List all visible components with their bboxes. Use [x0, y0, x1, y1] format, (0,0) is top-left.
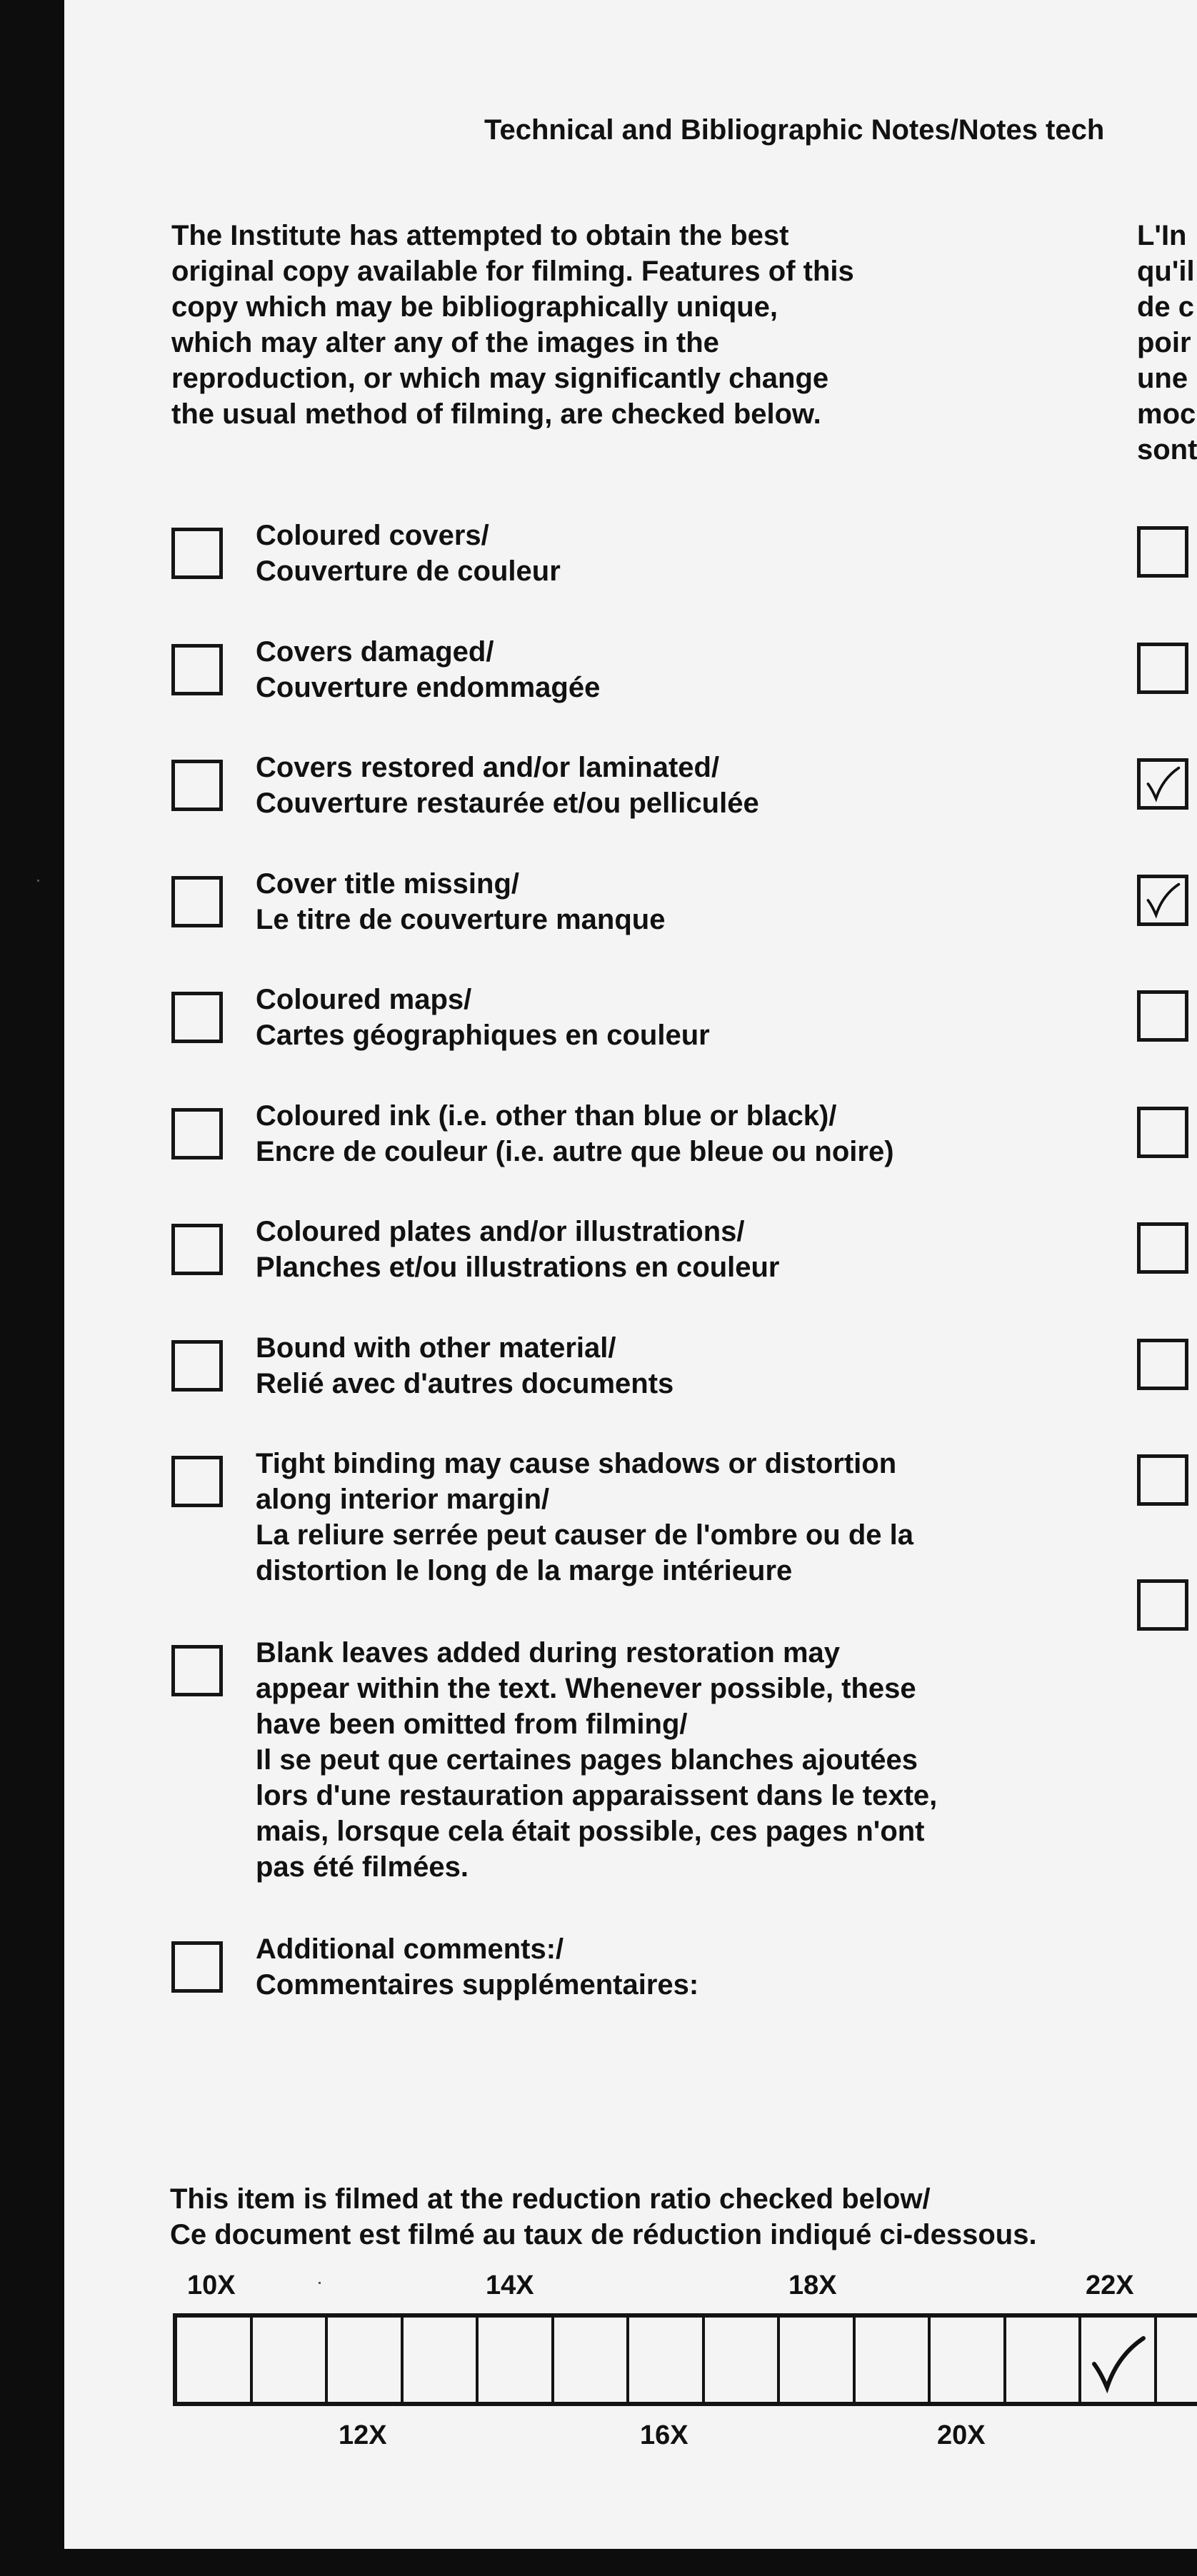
- feature-label-line: Couverture de couleur: [256, 555, 561, 587]
- feature-label-line: Il se peut que certaines pages blanches ajoutées: [256, 1744, 918, 1776]
- intro-paragraph-french: [1137, 218, 1197, 468]
- feature-checkbox[interactable]: [171, 644, 223, 695]
- feature-label: [256, 518, 561, 589]
- right-feature-checkbox[interactable]: [1137, 758, 1188, 810]
- intro-line: copy which may be bibliographically unique,: [171, 291, 778, 323]
- feature-label: [256, 1635, 937, 1885]
- reduction-ratio-cell[interactable]: [479, 2318, 554, 2402]
- feature-label-line: Additional comments:/: [256, 1933, 564, 1965]
- feature-checkbox[interactable]: [171, 876, 223, 927]
- feature-checkbox[interactable]: [171, 1224, 223, 1275]
- reduction-ratio-grid: [173, 2313, 1197, 2406]
- right-feature-checkbox[interactable]: [1137, 1107, 1188, 1158]
- right-feature-checkbox[interactable]: [1137, 1339, 1188, 1390]
- reduction-tick-label: 14X: [486, 2270, 534, 2300]
- feature-label-line: Covers damaged/: [256, 636, 494, 668]
- feature-label-line: mais, lorsque cela était possible, ces pages n'ont: [256, 1816, 925, 1847]
- feature-label: [256, 1931, 698, 2003]
- feature-label-line: Cover title missing/: [256, 868, 519, 900]
- reduction-ratio-cell[interactable]: [328, 2318, 404, 2402]
- intro-line: poir: [1137, 327, 1191, 358]
- feature-label-line: Bound with other material/: [256, 1332, 616, 1364]
- intro-line: de c: [1137, 291, 1195, 323]
- feature-label-line: appear within the text. Whenever possible, these: [256, 1673, 916, 1704]
- feature-label-line: La reliure serrée peut causer de l'ombre ou de la: [256, 1519, 913, 1551]
- reduction-ratio-cell[interactable]: [253, 2318, 329, 2402]
- feature-label: [256, 750, 759, 821]
- reduction-ratio-cell[interactable]: [177, 2318, 253, 2402]
- reduction-note-english: This item is filmed at the reduction ratio checked below/: [170, 2183, 931, 2215]
- feature-label-line: Couverture endommagée: [256, 672, 601, 703]
- right-feature-checkbox[interactable]: [1137, 875, 1188, 926]
- intro-line: reproduction, or which may significantly change: [171, 363, 829, 394]
- intro-line: the usual method of filming, are checked below.: [171, 398, 821, 430]
- feature-label-line: along interior margin/: [256, 1484, 550, 1515]
- feature-label: [256, 1098, 894, 1169]
- feature-label-line: have been omitted from filming/: [256, 1709, 688, 1740]
- intro-line: qu'il: [1137, 256, 1195, 287]
- intro-line: sont: [1137, 434, 1197, 466]
- reduction-tick-label: 18X: [788, 2270, 837, 2300]
- reduction-note-french: Ce document est filmé au taux de réduction indiqué ci-dessous.: [170, 2219, 1037, 2250]
- checkmark-icon: [1143, 764, 1183, 804]
- reduction-ratio-cell[interactable]: [404, 2318, 479, 2402]
- reduction-ratio-cell[interactable]: [705, 2318, 781, 2402]
- right-feature-checkbox[interactable]: [1137, 1454, 1188, 1506]
- feature-checkbox[interactable]: [171, 760, 223, 811]
- reduction-tick-label: 22X: [1086, 2270, 1134, 2300]
- reduction-ratio-cell[interactable]: [1157, 2318, 1197, 2402]
- intro-line: L'In: [1137, 220, 1187, 251]
- feature-label-line: Couverture restaurée et/ou pelliculée: [256, 788, 759, 819]
- feature-label-line: Covers restored and/or laminated/: [256, 752, 720, 783]
- feature-checkbox[interactable]: [171, 1108, 223, 1159]
- reduction-ratio-cell[interactable]: [856, 2318, 931, 2402]
- scan-speck: [319, 2282, 321, 2284]
- feature-label-line: pas été filmées.: [256, 1851, 469, 1883]
- right-feature-checkbox[interactable]: [1137, 1579, 1188, 1631]
- feature-checkbox[interactable]: [171, 1456, 223, 1507]
- feature-label: [256, 1446, 913, 1589]
- scan-speck: [37, 880, 39, 882]
- feature-label: [256, 1214, 780, 1285]
- feature-label-line: Coloured maps/: [256, 984, 472, 1015]
- feature-label-line: Relié avec d'autres documents: [256, 1368, 674, 1399]
- intro-line: une: [1137, 363, 1188, 394]
- right-feature-checkbox[interactable]: [1137, 990, 1188, 1042]
- feature-label-line: Planches et/ou illustrations en couleur: [256, 1252, 780, 1283]
- feature-label-line: Cartes géographiques en couleur: [256, 1020, 710, 1051]
- intro-paragraph-english: [171, 218, 854, 432]
- reduction-ratio-cell[interactable]: [780, 2318, 856, 2402]
- feature-label: [256, 982, 710, 1053]
- intro-line: The Institute has attempted to obtain the best: [171, 220, 789, 251]
- feature-checkbox[interactable]: [171, 1340, 223, 1392]
- reduction-ratio-cell[interactable]: [1006, 2318, 1082, 2402]
- feature-label: [256, 1330, 673, 1402]
- reduction-ratio-cell[interactable]: [931, 2318, 1006, 2402]
- reduction-tick-label: 16X: [640, 2420, 688, 2450]
- feature-label-line: Tight binding may cause shadows or distortion: [256, 1448, 897, 1479]
- reduction-tick-label: 12X: [339, 2420, 387, 2450]
- intro-line: moc: [1137, 398, 1196, 430]
- feature-label-line: Coloured covers/: [256, 520, 489, 551]
- right-feature-checkbox[interactable]: [1137, 643, 1188, 694]
- feature-label-line: Encre de couleur (i.e. autre que bleue ou noire): [256, 1136, 894, 1167]
- scan-border-left: [0, 0, 64, 2576]
- feature-label-line: Commentaires supplémentaires:: [256, 1969, 699, 2001]
- scan-border-bottom: [0, 2549, 1197, 2576]
- page-header: Technical and Bibliographic Notes/Notes tech: [484, 114, 1105, 146]
- right-feature-checkbox[interactable]: [1137, 1222, 1188, 1274]
- reduction-ratio-cell[interactable]: [554, 2318, 630, 2402]
- right-feature-checkbox[interactable]: [1137, 526, 1188, 578]
- reduction-ratio-cell[interactable]: [629, 2318, 705, 2402]
- feature-label-line: lors d'une restauration apparaissent dans le texte,: [256, 1780, 938, 1811]
- intro-line: which may alter any of the images in the: [171, 327, 719, 358]
- reduction-ratio-cell[interactable]: [1081, 2318, 1157, 2402]
- feature-checkbox[interactable]: [171, 1941, 223, 1993]
- feature-label-line: Coloured ink (i.e. other than blue or black)/: [256, 1100, 837, 1132]
- feature-label-line: Blank leaves added during restoration may: [256, 1637, 841, 1669]
- feature-checkbox[interactable]: [171, 528, 223, 579]
- feature-label-line: distortion le long de la marge intérieure: [256, 1555, 793, 1586]
- feature-label: [256, 866, 665, 937]
- checkmark-icon: [1086, 2332, 1150, 2396]
- feature-label-line: Coloured plates and/or illustrations/: [256, 1216, 745, 1247]
- feature-label: [256, 634, 600, 705]
- reduction-tick-label: 20X: [937, 2420, 986, 2450]
- checkmark-icon: [1143, 880, 1183, 920]
- feature-checkbox[interactable]: [171, 992, 223, 1043]
- feature-label-line: Le titre de couverture manque: [256, 904, 666, 935]
- reduction-tick-label: 10X: [187, 2270, 236, 2300]
- intro-line: original copy available for filming. Features of this: [171, 256, 854, 287]
- feature-checkbox[interactable]: [171, 1645, 223, 1696]
